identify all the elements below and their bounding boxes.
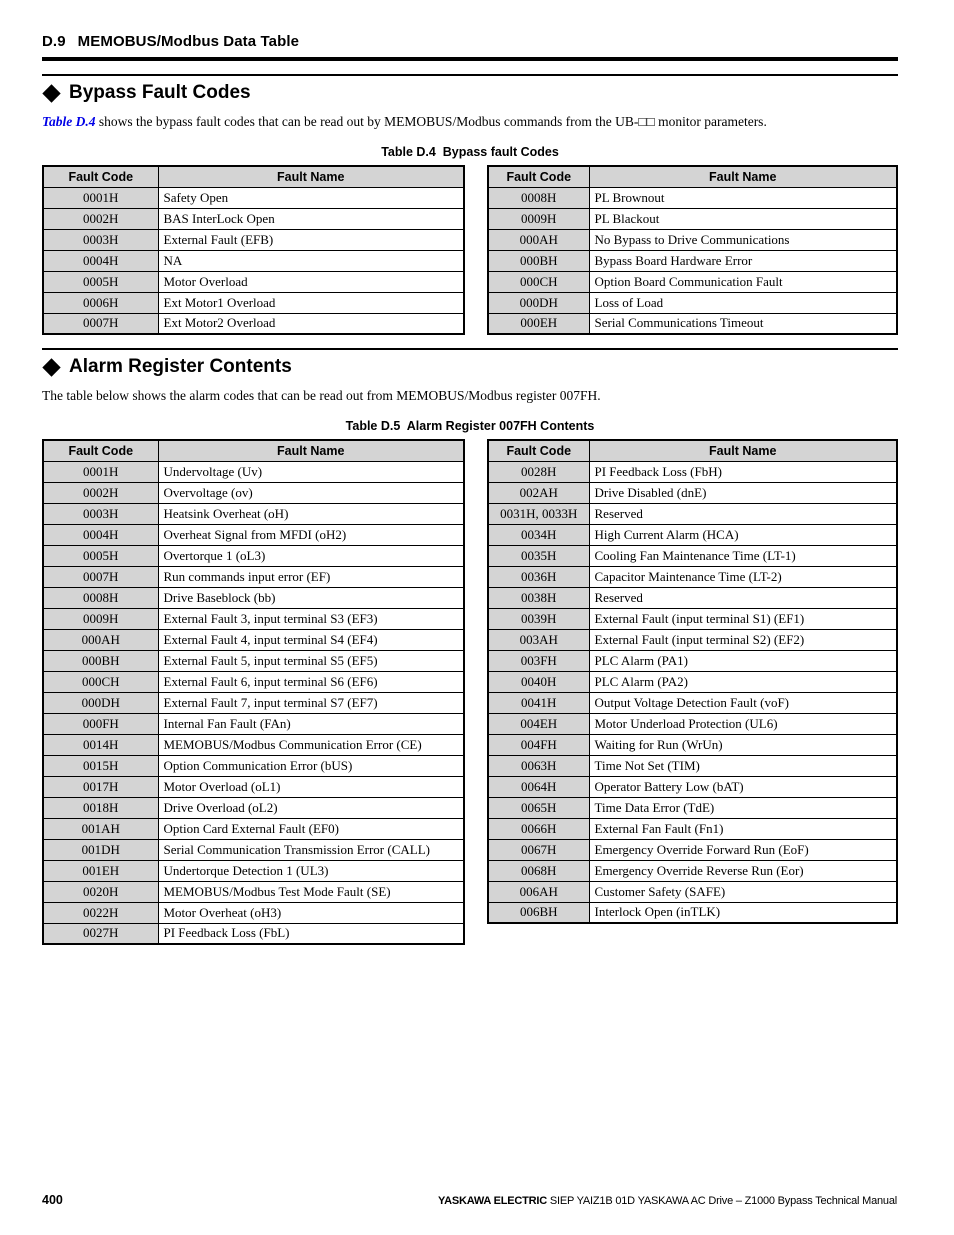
fault-name-cell: Drive Overload (oL2): [158, 797, 464, 818]
table-row: [488, 734, 897, 755]
fault-name-cell: Option Card External Fault (EF0): [158, 818, 464, 839]
fault-code-cell: 0002H: [43, 208, 158, 229]
table-row: [488, 545, 897, 566]
table-row: [488, 902, 897, 923]
section-title-text: Bypass Fault Codes: [69, 82, 251, 103]
fault-name-cell: Customer Safety (SAFE): [589, 881, 897, 902]
table-header-row: [43, 440, 464, 461]
fault-code-cell: 0065H: [488, 797, 589, 818]
fault-name-cell: Motor Underload Protection (UL6): [589, 713, 897, 734]
fault-name-cell: Operator Battery Low (bAT): [589, 776, 897, 797]
table-row: [43, 587, 464, 608]
fault-name-cell: Waiting for Run (WrUn): [589, 734, 897, 755]
table-row: [488, 608, 897, 629]
fault-name-header: Fault Name: [589, 440, 897, 461]
fault-name-cell: Cooling Fan Maintenance Time (LT-1): [589, 545, 897, 566]
table-d4-xref-link[interactable]: Table D.4: [42, 114, 96, 129]
fault-name-cell: High Current Alarm (HCA): [589, 524, 897, 545]
fault-code-cell: 001EH: [43, 860, 158, 881]
fault-code-cell: 000CH: [488, 271, 589, 292]
fault-code-cell: 0020H: [43, 881, 158, 902]
fault-name-cell: Emergency Override Reverse Run (Eor): [589, 860, 897, 881]
fault-name-cell: External Fault 3, input terminal S3 (EF3): [158, 608, 464, 629]
table-row: [488, 566, 897, 587]
fault-code-cell: 0004H: [43, 524, 158, 545]
table-row: [488, 776, 897, 797]
fault-name-cell: External Fault (input terminal S1) (EF1): [589, 608, 897, 629]
fault-code-cell: 0003H: [43, 229, 158, 250]
intro-paragraph: [42, 387, 898, 404]
fault-name-header: Fault Name: [158, 440, 464, 461]
table-header-row: [43, 166, 464, 187]
table-row: [488, 629, 897, 650]
fault-name-cell: Internal Fan Fault (FAn): [158, 713, 464, 734]
section-title-text: Alarm Register Contents: [69, 356, 292, 377]
fault-code-cell: 0038H: [488, 587, 589, 608]
table-row: [488, 187, 897, 208]
fault-name-cell: Overvoltage (ov): [158, 482, 464, 503]
fault-code-cell: 0007H: [43, 313, 158, 334]
fault-code-cell: 0031H, 0033H: [488, 503, 589, 524]
fault-name-cell: PL Brownout: [589, 187, 897, 208]
fault-name-cell: Drive Baseblock (bb): [158, 587, 464, 608]
intro-paragraph: [42, 113, 898, 130]
table-row: [488, 818, 897, 839]
fault-code-cell: 006BH: [488, 902, 589, 923]
fault-name-header: Fault Name: [158, 166, 464, 187]
fault-name-cell: BAS InterLock Open: [158, 208, 464, 229]
fault-code-cell: 0034H: [488, 524, 589, 545]
fault-name-cell: External Fault (input terminal S2) (EF2): [589, 629, 897, 650]
table-row: [43, 713, 464, 734]
table-row: [43, 482, 464, 503]
fault-name-cell: MEMOBUS/Modbus Communication Error (CE): [158, 734, 464, 755]
fault-name-cell: PI Feedback Loss (FbH): [589, 461, 897, 482]
table-row: [488, 524, 897, 545]
fault-code-cell: 000DH: [488, 292, 589, 313]
table-row: [43, 671, 464, 692]
fault-code-cell: 0064H: [488, 776, 589, 797]
footer-manual-reference: [438, 1195, 897, 1207]
fault-code-cell: 004FH: [488, 734, 589, 755]
fault-name-cell: Ext Motor1 Overload: [158, 292, 464, 313]
fault-code-cell: 0007H: [43, 566, 158, 587]
fault-name-cell: Interlock Open (inTLK): [589, 902, 897, 923]
fault-code-cell: 0001H: [43, 187, 158, 208]
table-caption-d5: Table D.5 Alarm Register 007FH Contents: [345, 419, 595, 433]
fault-name-cell: Serial Communications Timeout: [589, 313, 897, 334]
fault-code-cell: 0002H: [43, 482, 158, 503]
fault-code-cell: 000BH: [488, 250, 589, 271]
table-row: [43, 839, 464, 860]
table-row: [43, 734, 464, 755]
fault-name-cell: External Fault 6, input terminal S6 (EF6): [158, 671, 464, 692]
fault-name-cell: Run commands input error (EF): [158, 566, 464, 587]
fault-code-cell: 003FH: [488, 650, 589, 671]
diamond-bullet-icon: [42, 358, 60, 376]
fault-name-cell: Bypass Board Hardware Error: [589, 250, 897, 271]
table-row: [43, 860, 464, 881]
table-row: [488, 755, 897, 776]
table-row: [488, 797, 897, 818]
table-row: [43, 292, 464, 313]
fault-name-cell: Emergency Override Forward Run (EoF): [589, 839, 897, 860]
table-row: [488, 860, 897, 881]
fault-code-cell: 0009H: [488, 208, 589, 229]
fault-name-cell: Option Communication Error (bUS): [158, 755, 464, 776]
fault-code-cell: 0005H: [43, 545, 158, 566]
table-header-row: [488, 166, 897, 187]
fault-code-cell: 000CH: [43, 671, 158, 692]
fault-code-cell: 004EH: [488, 713, 589, 734]
fault-name-cell: PL Blackout: [589, 208, 897, 229]
page-number: 400: [42, 1193, 63, 1207]
fault-code-cell: 0068H: [488, 860, 589, 881]
fault-name-cell: Capacitor Maintenance Time (LT-2): [589, 566, 897, 587]
table-row: [488, 881, 897, 902]
fault-name-cell: Loss of Load: [589, 292, 897, 313]
alarm-register-table-right: [487, 439, 898, 924]
bypass-tables: [42, 165, 898, 335]
fault-code-cell: 001AH: [43, 818, 158, 839]
table-row: [43, 755, 464, 776]
fault-name-cell: Time Not Set (TIM): [589, 755, 897, 776]
fault-name-cell: Undervoltage (Uv): [158, 461, 464, 482]
table-row: [43, 503, 464, 524]
fault-code-cell: 0028H: [488, 461, 589, 482]
table-row: [488, 692, 897, 713]
fault-code-header: Fault Code: [488, 440, 589, 461]
table-row: [488, 713, 897, 734]
fault-name-cell: Serial Communication Transmission Error (CALL): [158, 839, 464, 860]
fault-code-cell: 0036H: [488, 566, 589, 587]
fault-code-cell: 0035H: [488, 545, 589, 566]
table-row: [43, 902, 464, 923]
fault-code-cell: 000AH: [488, 229, 589, 250]
fault-code-cell: 000AH: [43, 629, 158, 650]
intro-text: shows the bypass fault codes that can be read out by MEMOBUS/Modbus commands from the UB-□□ monitor parameters.: [95, 114, 767, 129]
table-header-row: [488, 440, 897, 461]
page-title: MEMOBUS/Modbus Data Table: [77, 33, 300, 50]
fault-name-cell: Time Data Error (TdE): [589, 797, 897, 818]
fault-code-header: Fault Code: [43, 166, 158, 187]
fault-name-cell: Overheat Signal from MFDI (oH2): [158, 524, 464, 545]
fault-name-cell: Undertorque Detection 1 (UL3): [158, 860, 464, 881]
fault-code-cell: 0008H: [43, 587, 158, 608]
table-row: [43, 881, 464, 902]
fault-name-cell: Motor Overload: [158, 271, 464, 292]
fault-code-cell: 0063H: [488, 755, 589, 776]
fault-name-cell: PI Feedback Loss (FbL): [158, 923, 464, 944]
fault-name-cell: Motor Overheat (oH3): [158, 902, 464, 923]
fault-code-cell: 0009H: [43, 608, 158, 629]
fault-code-header: Fault Code: [488, 166, 589, 187]
fault-name-cell: PLC Alarm (PA1): [589, 650, 897, 671]
table-row: [43, 608, 464, 629]
table-row: [43, 692, 464, 713]
bypass-fault-table-right: [487, 165, 898, 335]
table-row: [43, 776, 464, 797]
fault-code-cell: 000FH: [43, 713, 158, 734]
section-bypass-fault-codes: [42, 74, 898, 335]
fault-name-cell: PLC Alarm (PA2): [589, 671, 897, 692]
table-row: [43, 524, 464, 545]
table-row: [43, 650, 464, 671]
table-row: [43, 229, 464, 250]
fault-code-cell: 001DH: [43, 839, 158, 860]
fault-name-cell: Reserved: [589, 587, 897, 608]
fault-name-header: Fault Name: [589, 166, 897, 187]
section-alarm-register-contents: [42, 348, 898, 945]
table-row: [43, 250, 464, 271]
footer-brand: YASKAWA ELECTRIC: [437, 1195, 548, 1207]
fault-name-cell: Heatsink Overheat (oH): [158, 503, 464, 524]
table-caption-d4: Table D.4 Bypass fault Codes: [381, 145, 559, 159]
fault-name-cell: Reserved: [589, 503, 897, 524]
table-row: [488, 208, 897, 229]
table-row: [488, 313, 897, 334]
table-row: [43, 461, 464, 482]
fault-code-cell: 000BH: [43, 650, 158, 671]
table-row: [43, 545, 464, 566]
fault-code-header: Fault Code: [43, 440, 158, 461]
diamond-bullet-icon: [42, 84, 60, 102]
table-row: [43, 629, 464, 650]
fault-name-cell: Ext Motor2 Overload: [158, 313, 464, 334]
intro-text: The table below shows the alarm codes that can be read out from MEMOBUS/Modbus register 007FH.: [42, 388, 601, 403]
footer-manual-title: SIEP YAIZ1B 01D YASKAWA AC Drive – Z1000 Bypass Technical Manual: [547, 1195, 897, 1207]
fault-code-cell: 0066H: [488, 818, 589, 839]
table-row: [43, 208, 464, 229]
fault-name-cell: Option Board Communication Fault: [589, 271, 897, 292]
table-row: [43, 797, 464, 818]
fault-name-cell: External Fan Fault (Fn1): [589, 818, 897, 839]
page-footer: [42, 1193, 897, 1207]
fault-code-cell: 0039H: [488, 608, 589, 629]
fault-name-cell: External Fault 4, input terminal S4 (EF4): [158, 629, 464, 650]
fault-code-cell: 0027H: [43, 923, 158, 944]
table-row: [43, 271, 464, 292]
fault-code-cell: 0067H: [488, 839, 589, 860]
fault-code-cell: 003AH: [488, 629, 589, 650]
fault-code-cell: 0015H: [43, 755, 158, 776]
section-number: D.9: [42, 33, 66, 50]
fault-code-cell: 000EH: [488, 313, 589, 334]
fault-code-cell: 000DH: [43, 692, 158, 713]
fault-name-cell: No Bypass to Drive Communications: [589, 229, 897, 250]
running-head: [42, 33, 898, 61]
table-row: [43, 187, 464, 208]
fault-code-cell: 0022H: [43, 902, 158, 923]
fault-name-cell: External Fault 7, input terminal S7 (EF7): [158, 692, 464, 713]
fault-code-cell: 006AH: [488, 881, 589, 902]
fault-name-cell: External Fault 5, input terminal S5 (EF5): [158, 650, 464, 671]
table-row: [43, 818, 464, 839]
table-row: [43, 313, 464, 334]
table-row: [488, 461, 897, 482]
table-row: [43, 566, 464, 587]
fault-name-cell: NA: [158, 250, 464, 271]
fault-name-cell: MEMOBUS/Modbus Test Mode Fault (SE): [158, 881, 464, 902]
fault-name-cell: Motor Overload (oL1): [158, 776, 464, 797]
fault-code-cell: 0008H: [488, 187, 589, 208]
fault-name-cell: Drive Disabled (dnE): [589, 482, 897, 503]
fault-code-cell: 0006H: [43, 292, 158, 313]
fault-code-cell: 0005H: [43, 271, 158, 292]
fault-code-cell: 0003H: [43, 503, 158, 524]
fault-code-cell: 0041H: [488, 692, 589, 713]
fault-name-cell: Output Voltage Detection Fault (voF): [589, 692, 897, 713]
table-row: [488, 671, 897, 692]
fault-name-cell: External Fault (EFB): [158, 229, 464, 250]
section-heading-bypass: [42, 79, 898, 106]
fault-code-cell: 0014H: [43, 734, 158, 755]
table-row: [488, 650, 897, 671]
bypass-fault-table-left: [42, 165, 465, 335]
table-row: [488, 587, 897, 608]
table-row: [488, 292, 897, 313]
fault-code-cell: 0040H: [488, 671, 589, 692]
fault-code-cell: 002AH: [488, 482, 589, 503]
fault-code-cell: 0018H: [43, 797, 158, 818]
fault-code-cell: 0004H: [43, 250, 158, 271]
table-row: [488, 482, 897, 503]
fault-name-cell: Safety Open: [158, 187, 464, 208]
table-row: [488, 271, 897, 292]
page-content: [42, 0, 898, 945]
fault-name-cell: Overtorque 1 (oL3): [158, 545, 464, 566]
alarm-register-table-left: [42, 439, 465, 945]
table-row: [488, 250, 897, 271]
fault-code-cell: 0001H: [43, 461, 158, 482]
fault-code-cell: 0017H: [43, 776, 158, 797]
table-row: [488, 229, 897, 250]
section-heading-alarm: [42, 353, 898, 380]
table-row: [488, 839, 897, 860]
table-row: [43, 923, 464, 944]
alarm-tables: [42, 439, 898, 945]
table-row: [488, 503, 897, 524]
